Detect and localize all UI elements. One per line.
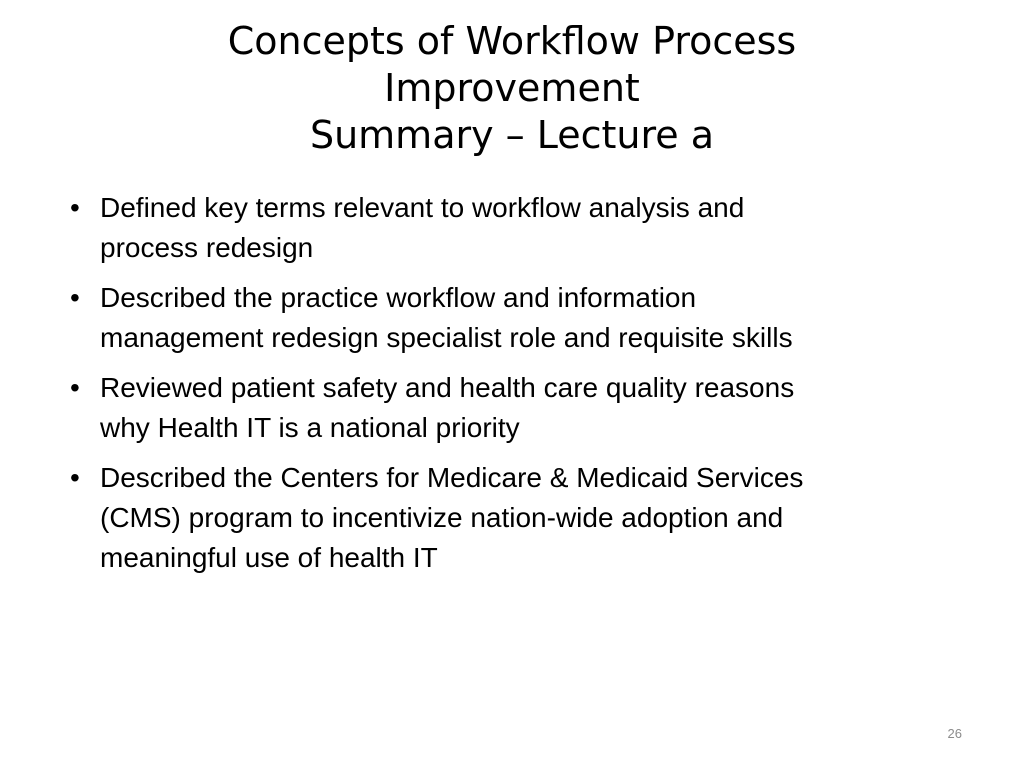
- bullet-marker: •: [70, 282, 80, 313]
- bullet-item-1: [68, 188, 988, 268]
- bullet-text-line: (CMS) program to incentivize nation-wide adoption and: [100, 502, 784, 533]
- bullet-text-line: management redesign specialist role and requisite skills: [100, 322, 793, 353]
- bullet-text-line: meaningful use of health IT: [100, 542, 438, 573]
- slide-title-line-1: Concepts of Workflow Process: [227, 19, 797, 63]
- bullet-text-line: Defined key terms relevant to workflow analysis and: [100, 192, 745, 223]
- bullet-marker: •: [70, 372, 80, 403]
- bullet-list: [68, 188, 988, 588]
- bullet-text-line: Reviewed patient safety and health care quality reasons: [100, 372, 795, 403]
- bullet-text-line: Described the Centers for Medicare & Medicaid Services: [100, 462, 804, 493]
- bullet-text-line: why Health IT is a national priority: [100, 412, 520, 443]
- bullet-item-3: [68, 368, 988, 448]
- bullet-text-line: Described the practice workflow and information: [100, 282, 697, 313]
- bullet-item-4: [68, 458, 988, 578]
- slide-title: [60, 18, 964, 159]
- slide-title-line-2: Improvement: [384, 66, 640, 110]
- bullet-marker: •: [70, 192, 80, 223]
- page-number: 26: [947, 726, 962, 741]
- bullet-text-line: process redesign: [100, 232, 314, 263]
- slide-title-line-3: Summary – Lecture a: [309, 113, 715, 157]
- bullet-marker: •: [70, 462, 80, 493]
- bullet-item-2: [68, 278, 988, 358]
